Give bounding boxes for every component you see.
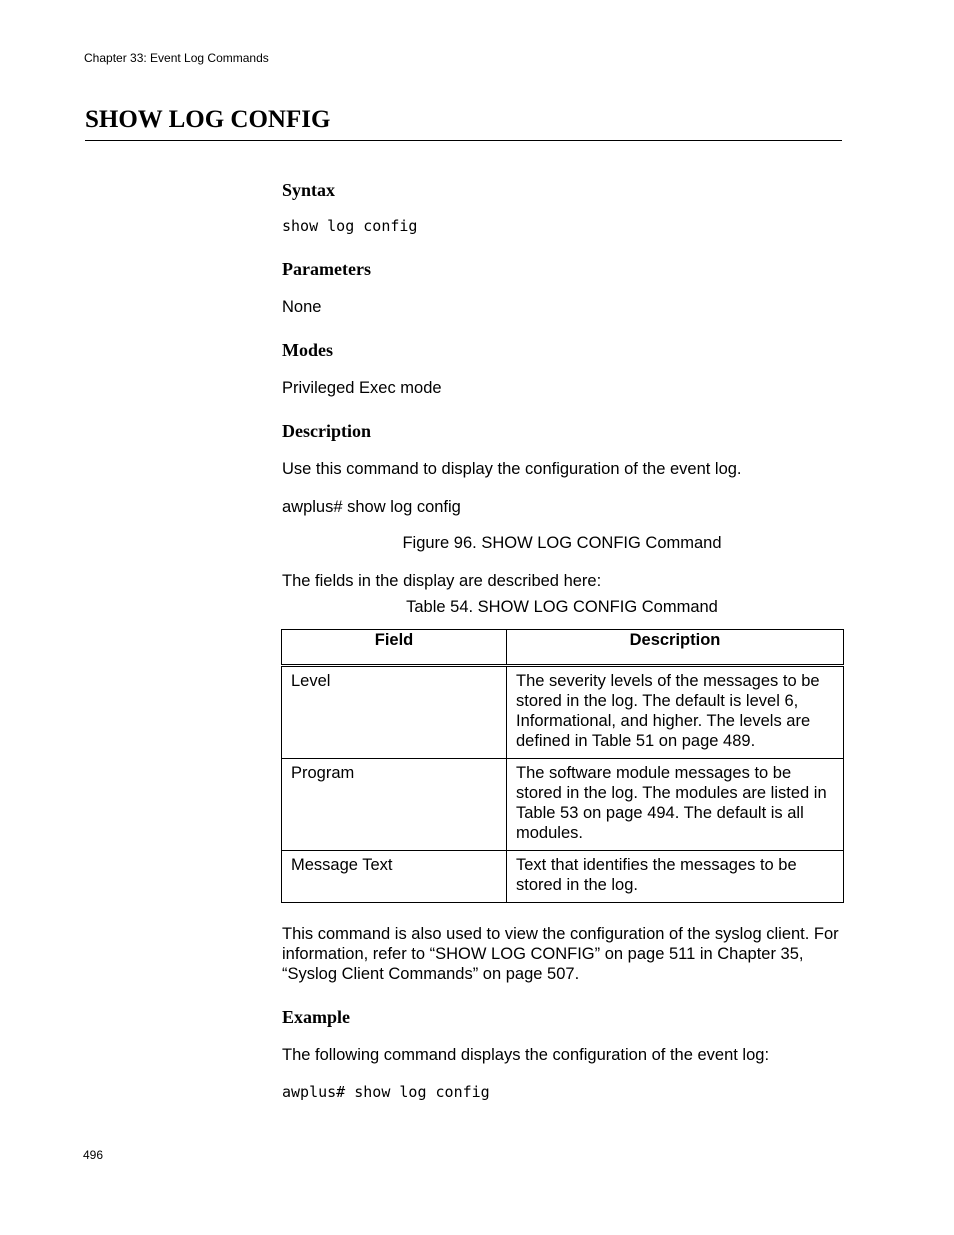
modes-text: Privileged Exec mode [282, 379, 442, 397]
table-cell-field: Level [282, 666, 507, 759]
table-header-description: Description [507, 630, 844, 666]
table-cell-description: The severity levels of the messages to be stored in the log. The default is level 6, Informational, and higher. The levels are defined in Table 51 on page 489. [507, 666, 844, 759]
table-cell-description: The software module messages to be stored in the log. The modules are listed in Table 53 on page 494. The default is all modules. [507, 759, 844, 851]
title-rule [85, 140, 842, 141]
table-cell-description: Text that identifies the messages to be stored in the log. [507, 851, 844, 903]
table-row [282, 666, 844, 759]
syntax-heading: Syntax [282, 180, 336, 200]
table-header-field: Field [282, 630, 507, 666]
table-caption: Table 54. SHOW LOG CONFIG Command [406, 598, 718, 616]
description-intro: Use this command to display the configuration of the event log. [282, 460, 742, 478]
example-command: awplus# show log config [282, 1083, 490, 1101]
modes-heading: Modes [282, 340, 333, 360]
description-closing: This command is also used to view the configuration of the syslog client. For information, refer to “SHOW LOG CONFIG” on page 511 in Chapter 35, “Syslog Client Commands” on page 507. [282, 925, 839, 983]
table-row [282, 851, 844, 903]
page-title: SHOW LOG CONFIG [85, 106, 331, 133]
running-header: Chapter 33: Event Log Commands [84, 51, 269, 65]
table-header-row [282, 630, 844, 666]
example-text: The following command displays the configuration of the event log: [282, 1046, 770, 1064]
parameters-text: None [282, 298, 322, 316]
fields-intro: The fields in the display are described here: [282, 572, 602, 590]
description-heading: Description [282, 421, 371, 441]
fields-table [281, 629, 844, 903]
syntax-command: show log config [282, 217, 418, 235]
parameters-heading: Parameters [282, 259, 371, 279]
example-heading: Example [282, 1007, 351, 1027]
page-number: 496 [83, 1148, 104, 1162]
table-cell-field: Program [282, 759, 507, 851]
table-row [282, 759, 844, 851]
figure-caption: Figure 96. SHOW LOG CONFIG Command [402, 534, 722, 552]
table-cell-field: Message Text [282, 851, 507, 903]
description-prompt: awplus# show log config [282, 498, 461, 516]
